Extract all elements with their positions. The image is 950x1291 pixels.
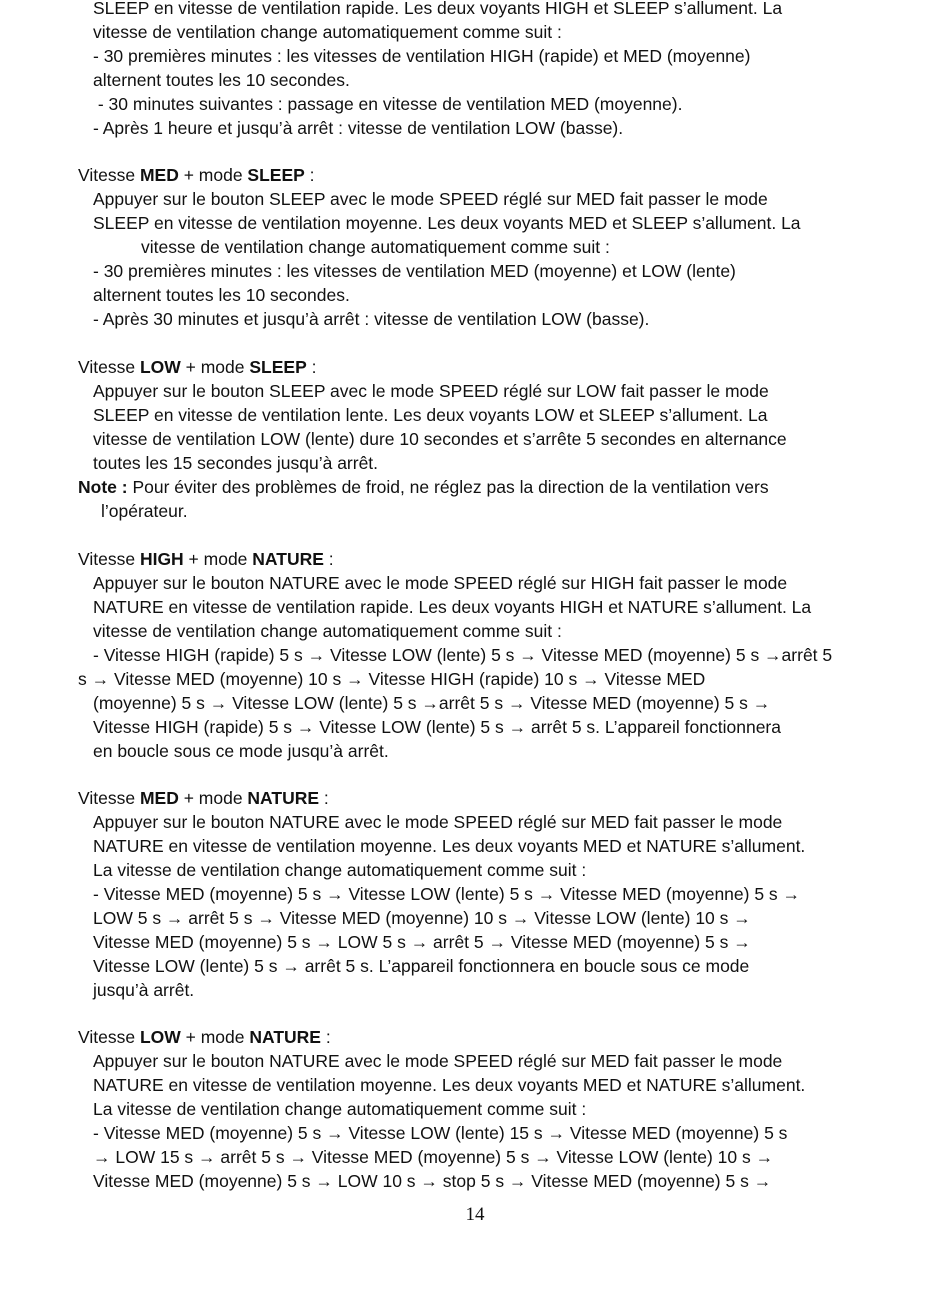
text-line: - 30 premières minutes : les vitesses de ventilation MED (moyenne) et LOW (lente) [93, 261, 736, 281]
text-line: alternent toutes les 10 secondes. [93, 70, 350, 90]
note-label: Note : [78, 477, 128, 497]
section-heading-high-nature [78, 547, 334, 571]
text-line: - Vitesse MED (moyenne) 5 s → Vitesse LOW (lente) 5 s → Vitesse MED (moyenne) 5 s → [93, 884, 801, 904]
heading-mode: NATURE [247, 788, 320, 808]
page-number: 14 [465, 1204, 485, 1225]
heading-middle: + mode [178, 165, 248, 185]
text-line: Vitesse HIGH (rapide) 5 s → Vitesse LOW (lente) 5 s → arrêt 5 s. L’appareil fonctionnera [93, 717, 781, 737]
heading-mode: SLEEP [247, 165, 305, 185]
heading-suffix: : [323, 549, 334, 569]
heading-mode: NATURE [249, 1027, 321, 1047]
heading-suffix: : [320, 1027, 331, 1047]
text-line: → LOW 15 s → arrêt 5 s → Vitesse MED (moyenne) 5 s → Vitesse LOW (lente) 10 s → [93, 1147, 774, 1167]
section-heading-med-nature [78, 786, 329, 810]
text-line: - Après 1 heure et jusqu’à arrêt : vitesse de ventilation LOW (basse). [93, 118, 624, 138]
heading-middle: + mode [180, 357, 250, 377]
heading-mode: SLEEP [249, 357, 307, 377]
heading-suffix: : [304, 165, 315, 185]
heading-middle: + mode [178, 788, 248, 808]
section-heading-med-sleep [78, 163, 315, 187]
note-text-continued: l’opérateur. [101, 501, 188, 521]
text-line: LOW 5 s → arrêt 5 s → Vitesse MED (moyenne) 10 s → Vitesse LOW (lente) 10 s → [93, 908, 751, 928]
text-line: - Vitesse MED (moyenne) 5 s → Vitesse LOW (lente) 15 s → Vitesse MED (moyenne) 5 s [93, 1123, 788, 1143]
heading-suffix: : [319, 788, 329, 808]
heading-prefix: Vitesse [78, 357, 140, 377]
heading-speed: LOW [139, 357, 181, 377]
heading-speed: MED [139, 165, 179, 185]
note-text: Pour éviter des problèmes de froid, ne réglez pas la direction de la ventilation vers [127, 477, 769, 497]
text-line: Appuyer sur le bouton SLEEP avec le mode SPEED réglé sur LOW fait passer le mode [93, 381, 769, 401]
heading-suffix: : [306, 357, 317, 377]
text-line: jusqu’à arrêt. [93, 980, 195, 1000]
heading-middle: + mode [183, 549, 253, 569]
text-line: - 30 premières minutes : les vitesses de ventilation HIGH (rapide) et MED (moyenne) [93, 46, 751, 66]
text-line: - Après 30 minutes et jusqu’à arrêt : vitesse de ventilation LOW (basse). [93, 309, 650, 329]
text-line: vitesse de ventilation LOW (lente) dure 10 secondes et s’arrête 5 secondes en alternance [93, 429, 787, 449]
text-line: vitesse de ventilation change automatiquement comme suit : [141, 237, 610, 257]
text-line: Appuyer sur le bouton NATURE avec le mode SPEED réglé sur MED fait passer le mode [93, 1051, 783, 1071]
heading-mode: NATURE [252, 549, 324, 569]
heading-prefix: Vitesse [78, 549, 140, 569]
text-line: vitesse de ventilation change automatiquement comme suit : [93, 22, 562, 42]
heading-speed: MED [139, 788, 179, 808]
text-line: Appuyer sur le bouton NATURE avec le mode SPEED réglé sur MED fait passer le mode [93, 812, 783, 832]
heading-speed: LOW [139, 1027, 181, 1047]
note [78, 475, 769, 499]
text-line: s → Vitesse MED (moyenne) 10 s → Vitesse HIGH (rapide) 10 s → Vitesse MED [78, 669, 706, 689]
text-line: en boucle sous ce mode jusqu’à arrêt. [93, 741, 389, 761]
text-line: (moyenne) 5 s → Vitesse LOW (lente) 5 s →arrêt 5 s → Vitesse MED (moyenne) 5 s → [93, 693, 771, 713]
text-line: Appuyer sur le bouton SLEEP avec le mode SPEED réglé sur MED fait passer le mode [93, 189, 768, 209]
text-line: NATURE en vitesse de ventilation rapide. Les deux voyants HIGH et NATURE s’allument. La [93, 597, 812, 617]
section-heading-low-nature [78, 1025, 331, 1049]
text-line: toutes les 15 secondes jusqu’à arrêt. [93, 453, 379, 473]
heading-middle: + mode [180, 1027, 250, 1047]
text-line: SLEEP en vitesse de ventilation rapide. Les deux voyants HIGH et SLEEP s’allument. La [93, 0, 783, 18]
text-line: - Vitesse HIGH (rapide) 5 s → Vitesse LOW (lente) 5 s → Vitesse MED (moyenne) 5 s →arrêt 5 [93, 645, 833, 665]
section-heading-low-sleep [78, 355, 316, 379]
text-line: SLEEP en vitesse de ventilation lente. Les deux voyants LOW et SLEEP s’allument. La [93, 405, 768, 425]
text-line: Vitesse MED (moyenne) 5 s → LOW 5 s → arrêt 5 → Vitesse MED (moyenne) 5 s → [93, 932, 751, 952]
text-line: La vitesse de ventilation change automatiquement comme suit : [93, 860, 587, 880]
text-line: Vitesse LOW (lente) 5 s → arrêt 5 s. L’appareil fonctionnera en boucle sous ce mode [93, 956, 750, 976]
text-line: NATURE en vitesse de ventilation moyenne. Les deux voyants MED et NATURE s’allument. [93, 1075, 806, 1095]
heading-prefix: Vitesse [78, 788, 140, 808]
text-line: Vitesse MED (moyenne) 5 s → LOW 10 s → stop 5 s → Vitesse MED (moyenne) 5 s → [93, 1171, 772, 1191]
heading-speed: HIGH [139, 549, 184, 569]
heading-prefix: Vitesse [78, 1027, 140, 1047]
text-line: La vitesse de ventilation change automatiquement comme suit : [93, 1099, 587, 1119]
text-line: SLEEP en vitesse de ventilation moyenne. Les deux voyants MED et SLEEP s’allument. La [93, 213, 801, 233]
text-line: NATURE en vitesse de ventilation moyenne. Les deux voyants MED et NATURE s’allument. [93, 836, 806, 856]
text-line: - 30 minutes suivantes : passage en vitesse de ventilation MED (moyenne). [93, 94, 683, 114]
text-line: Appuyer sur le bouton NATURE avec le mode SPEED réglé sur HIGH fait passer le mode [93, 573, 788, 593]
text-line: vitesse de ventilation change automatiquement comme suit : [93, 621, 562, 641]
text-line: alternent toutes les 10 secondes. [93, 285, 350, 305]
heading-prefix: Vitesse [78, 165, 140, 185]
